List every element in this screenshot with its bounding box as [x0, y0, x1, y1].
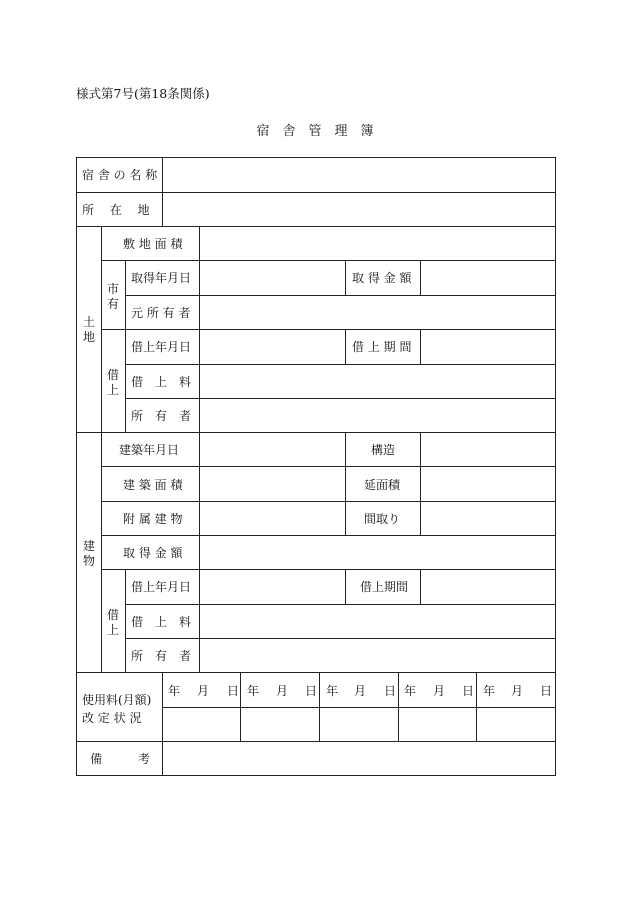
label-former-owner: 元 所 有 者 — [131, 306, 191, 320]
label-building-lease-fee: 借 上 料 — [131, 615, 192, 629]
day-label: 日 — [384, 684, 397, 698]
label-land: 土 地 — [82, 315, 95, 344]
remarks-field[interactable] — [163, 742, 555, 775]
label-location: 所 在 地 — [82, 203, 150, 217]
label-acquired-amount: 取 得 金 額 — [352, 271, 412, 285]
lease-date-field[interactable] — [200, 330, 345, 364]
label-fee-revision-line2: 改 定 状 況 — [82, 711, 142, 725]
year-label: 年 — [404, 684, 417, 698]
site-area-field[interactable] — [200, 227, 555, 260]
year-label: 年 — [326, 684, 339, 698]
acquired-date-field[interactable] — [200, 261, 345, 295]
acquired-amount-field[interactable] — [421, 261, 555, 295]
label-lease-period: 借 上 期 間 — [352, 340, 412, 354]
label-land-leased: 借 上 — [106, 368, 119, 397]
building-lease-fee-field[interactable] — [200, 605, 555, 638]
location-field[interactable] — [163, 193, 555, 226]
label-building-area: 建 築 面 積 — [123, 478, 183, 492]
building-acquired-amount-field[interactable] — [200, 536, 555, 569]
label-site-area: 敷 地 面 積 — [123, 237, 183, 251]
fee-amount-field-3[interactable] — [320, 708, 398, 741]
day-label: 日 — [462, 684, 475, 698]
year-label: 年 — [168, 684, 181, 698]
fee-amount-field-2[interactable] — [241, 708, 319, 741]
label-city-owned: 市 有 — [106, 282, 119, 311]
year-label: 年 — [483, 684, 496, 698]
fee-amount-field-5[interactable] — [477, 708, 555, 741]
label-building-leased: 借 上 — [106, 608, 119, 637]
label-lease-fee: 借 上 料 — [131, 375, 192, 389]
label-building: 建 物 — [82, 539, 95, 568]
label-owner: 所 有 者 — [131, 409, 192, 423]
day-label: 日 — [305, 684, 318, 698]
building-area-field[interactable] — [200, 467, 345, 501]
form-number: 様式第7号(第18条関係) — [76, 86, 210, 101]
month-label: 月 — [511, 684, 524, 698]
layout-field[interactable] — [421, 502, 555, 535]
day-label: 日 — [227, 684, 240, 698]
label-acquired-date: 取得年月日 — [131, 271, 192, 285]
label-layout: 間取り — [364, 512, 401, 526]
year-label: 年 — [247, 684, 260, 698]
label-floor-area: 延面積 — [364, 478, 401, 492]
label-building-owner: 所 有 者 — [131, 649, 192, 663]
fee-amount-field-4[interactable] — [399, 708, 476, 741]
building-owner-field[interactable] — [200, 639, 555, 672]
day-label: 日 — [540, 684, 553, 698]
lease-fee-field[interactable] — [200, 365, 555, 398]
label-built-date: 建築年月日 — [119, 443, 180, 457]
building-lease-date-field[interactable] — [200, 570, 345, 604]
label-annex: 附 属 建 物 — [123, 512, 183, 526]
label-lease-date: 借上年月日 — [131, 340, 192, 354]
built-date-field[interactable] — [200, 433, 345, 466]
month-label: 月 — [197, 684, 210, 698]
fee-amount-field-1[interactable] — [163, 708, 240, 741]
floor-area-field[interactable] — [421, 467, 555, 501]
label-building-acquired-amount: 取 得 金 額 — [123, 546, 183, 560]
structure-field[interactable] — [421, 433, 555, 466]
label-remarks: 備 考 — [90, 752, 151, 766]
dorm-name-field[interactable] — [163, 158, 555, 192]
owner-field[interactable] — [200, 399, 555, 432]
annex-field[interactable] — [200, 502, 345, 535]
former-owner-field[interactable] — [200, 296, 555, 329]
page-title: 宿 舎 管 理 簿 — [256, 124, 374, 139]
lease-period-field[interactable] — [421, 330, 555, 364]
label-fee-revision-line1: 使用料(月額) — [82, 693, 152, 707]
building-lease-period-field[interactable] — [421, 570, 555, 604]
month-label: 月 — [433, 684, 446, 698]
label-dorm-name: 宿 舎 の 名 称 — [82, 168, 158, 182]
label-building-lease-date: 借上年月日 — [131, 580, 192, 594]
month-label: 月 — [354, 684, 367, 698]
label-structure: 構造 — [371, 443, 396, 457]
month-label: 月 — [276, 684, 289, 698]
label-building-lease-period: 借上期間 — [360, 580, 409, 594]
